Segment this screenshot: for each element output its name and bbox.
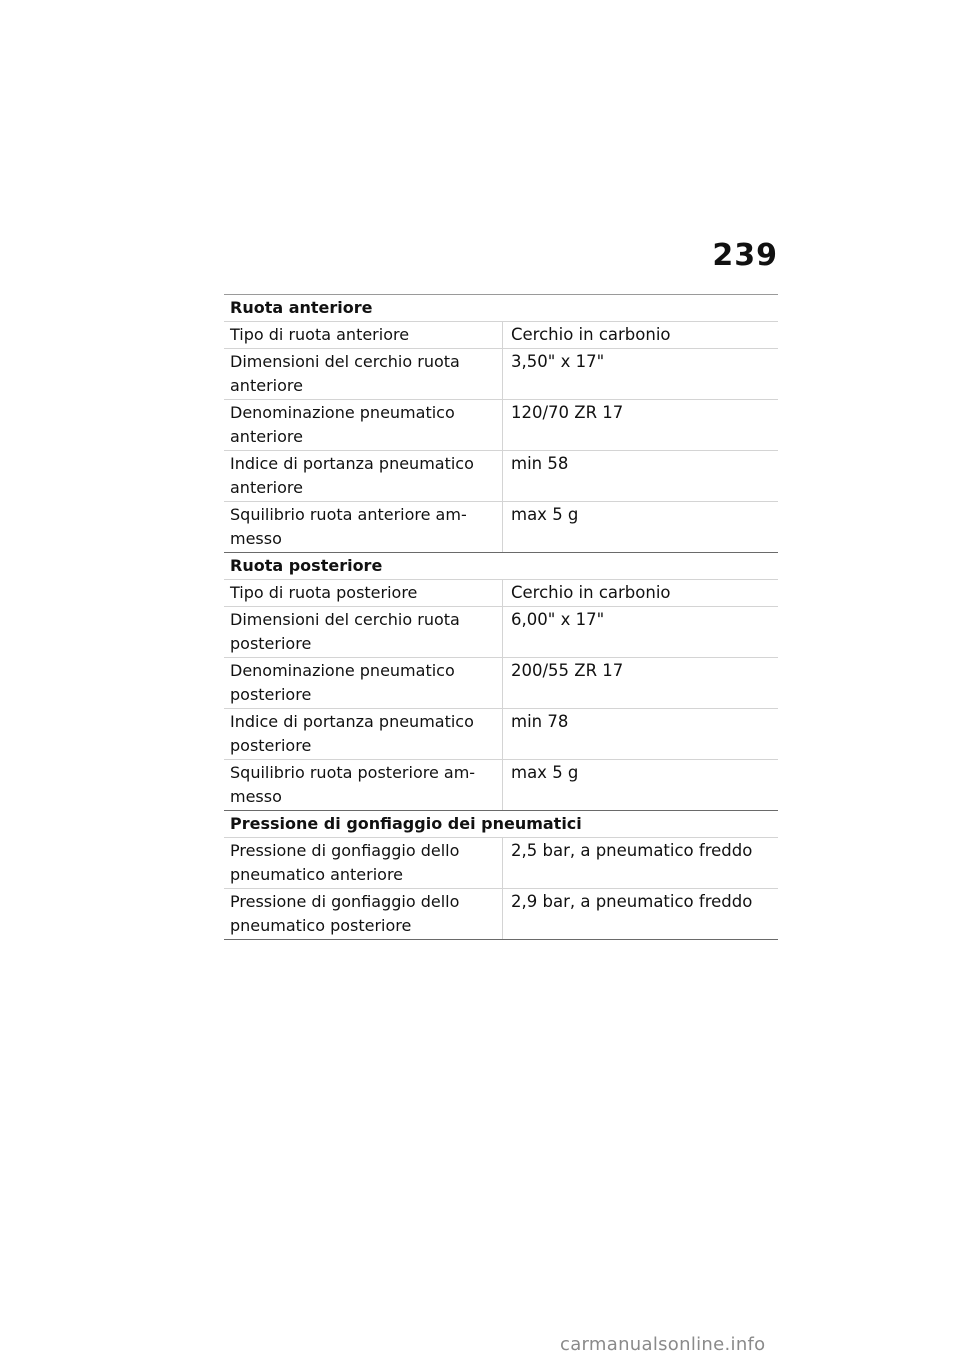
row-label: Pressione di gonfiaggio dello pneumatico posteriore	[224, 889, 503, 939]
row-value: Cerchio in carbonio	[511, 583, 671, 602]
row-value: 2,9 bar, a pneumatico freddo	[511, 892, 753, 911]
table-row	[224, 322, 778, 349]
table-row	[224, 502, 778, 553]
row-value: 2,5 bar, a pneumatico freddo	[511, 841, 753, 860]
section-title-tire-pressure: Pressione di gonfiaggio dei pneumatici	[224, 811, 778, 838]
table-row	[224, 709, 778, 760]
row-value: 120/70 ZR 17	[511, 403, 624, 422]
table-row	[224, 760, 778, 811]
row-label: Denominazione pneumatico posteriore	[224, 658, 503, 708]
row-value: max 5 g	[511, 505, 579, 524]
row-label: Tipo di ruota anteriore	[224, 322, 503, 348]
row-value: max 5 g	[511, 763, 579, 782]
table-row	[224, 349, 778, 400]
row-value: min 58	[511, 454, 569, 473]
row-label: Denominazione pneumatico anteriore	[224, 400, 503, 450]
table-row	[224, 658, 778, 709]
row-label: Squilibrio ruota posteriore am-messo	[224, 760, 503, 810]
row-label: Squilibrio ruota anteriore am-messo	[224, 502, 503, 552]
table-row	[224, 838, 778, 889]
row-label: Tipo di ruota posteriore	[224, 580, 503, 606]
table-row	[224, 400, 778, 451]
spec-table	[224, 294, 778, 940]
table-row	[224, 451, 778, 502]
row-label: Dimensioni del cerchio ruota anteriore	[224, 349, 503, 399]
table-row	[224, 889, 778, 940]
table-row	[224, 607, 778, 658]
row-value: 6,00" x 17"	[511, 610, 605, 629]
row-value: 3,50" x 17"	[511, 352, 605, 371]
watermark: carmanualsonline.info	[560, 1334, 766, 1355]
section-title-front-wheel: Ruota anteriore	[224, 295, 778, 322]
table-row	[224, 580, 778, 607]
row-label: Indice di portanza pneumatico anteriore	[224, 451, 503, 501]
row-label: Pressione di gonfiaggio dello pneumatico anteriore	[224, 838, 503, 888]
row-value: 200/55 ZR 17	[511, 661, 624, 680]
row-label: Indice di portanza pneumatico posteriore	[224, 709, 503, 759]
page-number: 239	[712, 238, 778, 273]
row-label: Dimensioni del cerchio ruota posteriore	[224, 607, 503, 657]
section-title-rear-wheel: Ruota posteriore	[224, 553, 778, 580]
row-value: min 78	[511, 712, 569, 731]
row-value: Cerchio in carbonio	[511, 325, 671, 344]
